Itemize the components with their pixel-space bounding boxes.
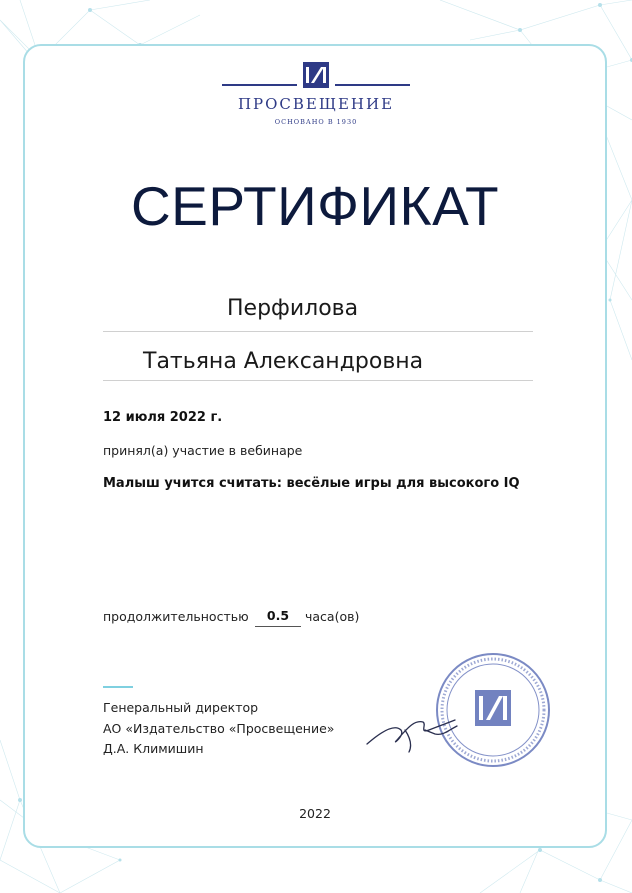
signatory-position: Генеральный директор <box>103 700 259 715</box>
recipient-given-names: Татьяна Александровна <box>143 349 424 374</box>
signatory-accent-line <box>103 686 133 688</box>
participation-text: принял(а) участие в вебинаре <box>103 443 303 458</box>
surname-underline <box>103 331 533 332</box>
signatory-name: Д.А. Климишин <box>103 741 204 756</box>
duration-unit: часа(ов) <box>305 609 360 624</box>
signature-icon <box>365 700 475 760</box>
event-date: 12 июля 2022 г. <box>103 410 223 425</box>
given-names-underline <box>103 380 533 381</box>
brand-logo <box>222 60 410 132</box>
recipient-surname: Перфилова <box>227 296 359 321</box>
brand-subtitle: ОСНОВАНО В 1930 <box>274 118 358 126</box>
footer-year: 2022 <box>299 806 331 821</box>
duration-value: 0.5 <box>255 608 301 627</box>
signatory-organization: АО «Издательство «Просвещение» <box>103 721 335 736</box>
webinar-title: Малыш учится считать: весёлые игры для высокого IQ <box>103 476 520 491</box>
logo-rule-right <box>335 84 410 86</box>
duration-label: продолжительностью <box>103 609 249 624</box>
brand-name: ПРОСВЕЩЕНИЕ <box>237 95 395 113</box>
brand-logo-icon <box>303 62 329 88</box>
logo-rule-left <box>222 84 297 86</box>
certificate-title: СЕРТИФИКАТ <box>130 175 500 237</box>
